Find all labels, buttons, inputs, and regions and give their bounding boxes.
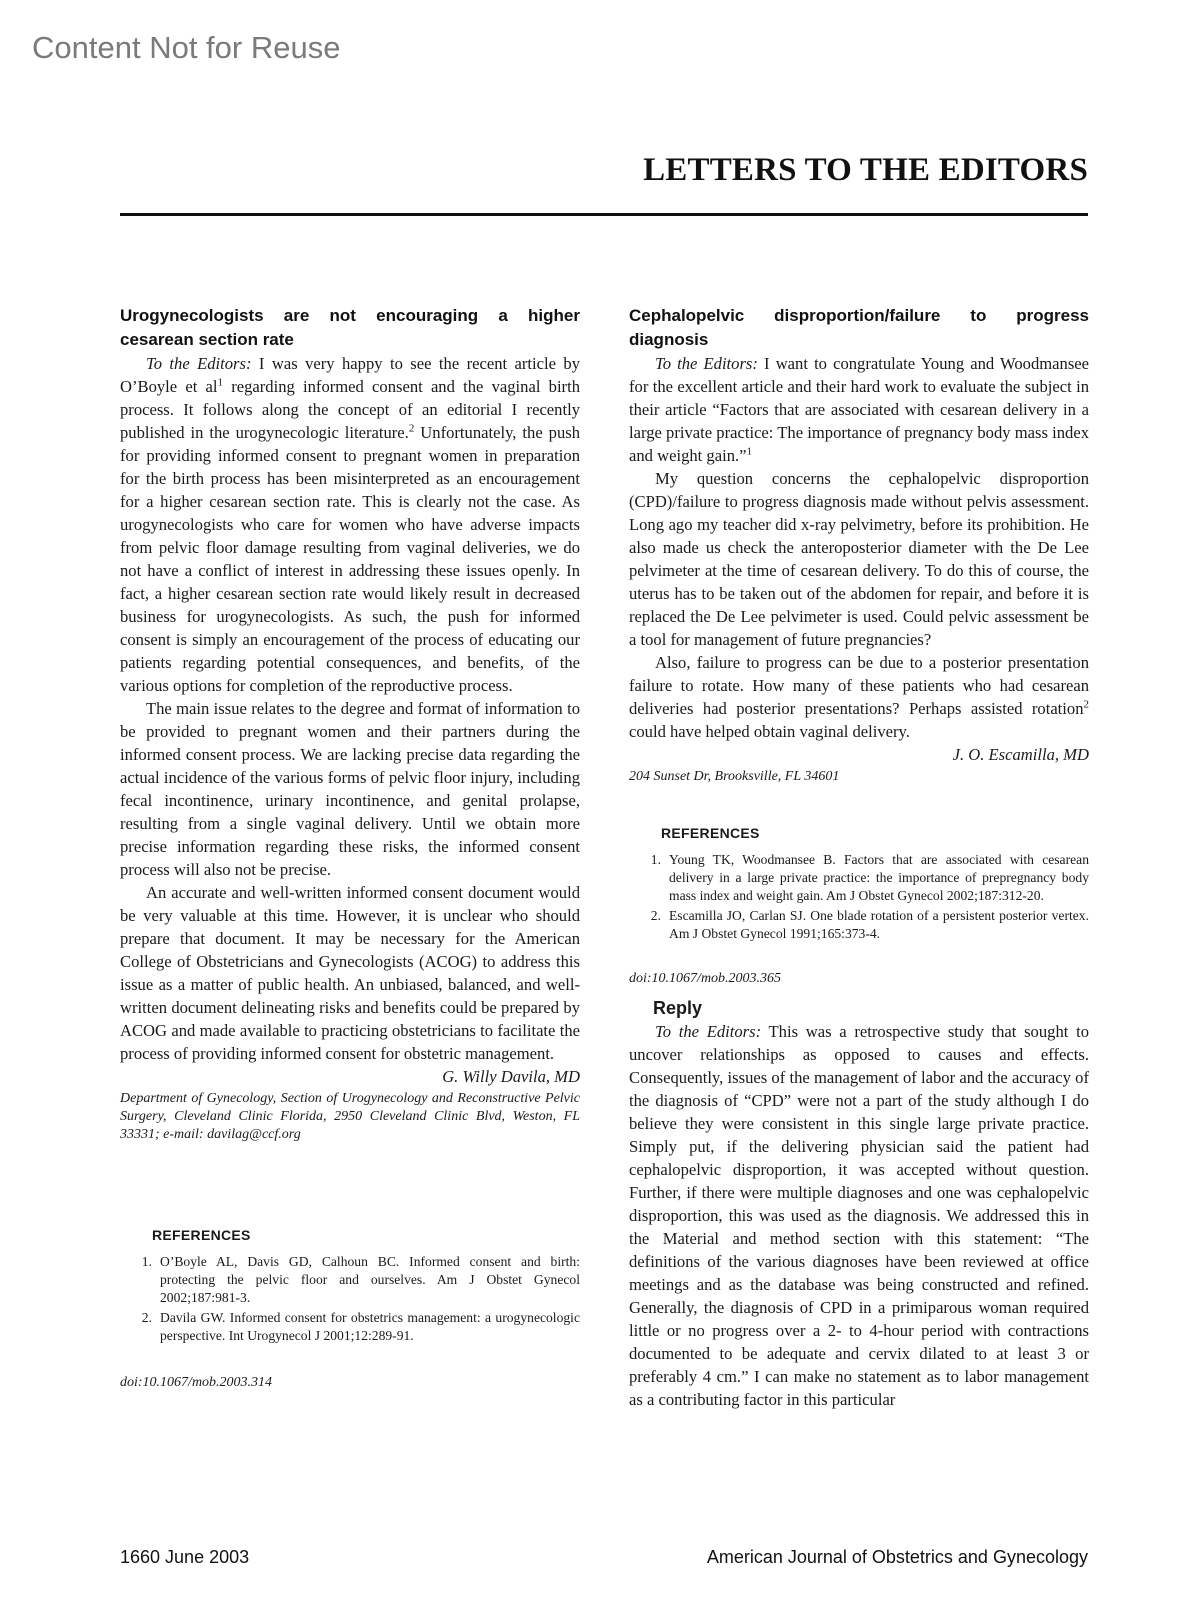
signature: J. O. Escamilla, MD	[952, 745, 1089, 764]
doi: doi:10.1067/mob.2003.314	[120, 1375, 273, 1390]
reply-heading: Reply	[653, 998, 703, 1018]
salutation: To the Editors:	[655, 354, 758, 373]
letter-paragraph: The main issue relates to the degree and format of information to be provided to pregnant women and their partners during the informed consent process. We are lacking precise data regarding the actual incidence of the various forms of pelvic floor injury, including fecal incontinence, urinary incontinence, and genital prolapse, resulting from a single vaginal delivery. Until we obtain more precise information regarding these risks, the informed consent process will also not be precise.	[120, 699, 580, 879]
salutation: To the Editors:	[655, 1022, 762, 1041]
reference-item: 1. Young TK, Woodmansee B. Factors that are associated with cesarean delivery in a large private practice: the importance of prepregnancy body mass index and weight gain. Am J Obstet Gynecol 2002;187:312-20.	[650, 852, 1089, 903]
citation: 1	[746, 445, 753, 458]
reference-list	[629, 851, 1089, 943]
references-title: REFERENCES	[152, 1227, 251, 1243]
header-rule	[120, 213, 1088, 216]
letter-paragraph: To the Editors: I want to congratulate Young and Woodmansee for the excellent article and their hard work to evaluate the subject in their article “Factors that are associated with cesarean delivery in a large private practice: The importance of pregnancy body mass index and weight gain.”$^1$	[629, 354, 1090, 465]
letter-paragraph: To the Editors: I was very happy to see the recent article by O’Boyle et $al^1$ regarding informed consent and the vaginal birth process. It follows along the concept of an editorial I recently published in the urogynecologic literature.$^2$ Unfortunately, the push for providing informed consent to pregnant women in preparation for the birth process has been misinterpreted as an encouragement for a higher cesarean section rate. This is clearly not the case. As urogynecologists who care for women who have adverse impacts from pelvic floor damage resulting from vaginal deliveries, we do not have a conflict of interest in addressing these issues openly. In fact, a higher cesarean section rate would likely result in decreased business for urogynecologists. As such, the push for informed consent is simply an encouragement of the process of educating our patients regarding potential consequences, and benefits, of the various options for completion of the reproductive process.	[120, 354, 581, 695]
page-info: 1660 June 2003	[120, 1547, 250, 1567]
reference-item: 2. Davila GW. Informed consent for obstetrics management: a urogynecologic perspective. Int Urogynecol J 2001;12:289-91.	[141, 1310, 580, 1343]
letter-paragraph: An accurate and well-written informed consent document would be very valuable at this time. However, it is unclear who should prepare that document. It may be necessary for the American College of Obstetricians and Gynecologists (ACOG) to address this issue as a matter of public health. An unbiased, balanced, and well-written document delineating risks and benefits could be prepared by ACOG and made available to practicing obstetricians to facilitate the process of providing informed consent for obstetric management.	[120, 883, 580, 1063]
letter-paragraph: Also, failure to progress can be due to a posterior presentation failure to rotate. How many of these patients who had cesarean deliveries had posterior presentations? Perhaps assisted rotation$^2$ could have helped obtain vaginal delivery.	[629, 653, 1089, 741]
citation: 2	[408, 422, 415, 435]
references-title: REFERENCES	[661, 825, 760, 841]
section-title: LETTERS TO THE EDITORS	[643, 152, 1088, 188]
left-column	[120, 304, 580, 1394]
reference-list	[120, 1253, 580, 1345]
reference-item: 1. O’Boyle AL, Davis GD, Calhoun BC. Informed consent and birth: protecting the pelvic floor and ourselves. Am J Obstet Gynecol 2002;187:981-3.	[141, 1254, 580, 1305]
affiliation: Department of Gynecology, Section of Urogynecology and Reconstructive Pelvic Surgery, Cleveland Clinic Florida, 2950 Cleveland Clinic Blvd, Weston, FL 33331; e-mail: davilag@ccf.org	[120, 1091, 580, 1142]
reference-item: 2. Escamilla JO, Carlan SJ. One blade rotation of a persistent posterior vertex. Am J Obstet Gynecol 1991;165:373-4.	[650, 908, 1089, 941]
watermark: Content Not for Reuse	[32, 30, 341, 65]
journal-name: American Journal of Obstetrics and Gynecology	[706, 1547, 1088, 1567]
salutation: To the Editors:	[146, 354, 252, 373]
letter-paragraph: My question concerns the cephalopelvic disproportion (CPD)/failure to progress diagnosis made without pelvis assessment. Long ago my teacher did x-ray pelvimetry, before its prohibition. He also made us check the anteroposterior diameter with the De Lee pelvimeter at the time of cesarean delivery. To do this of course, the uterus has to be taken out of the abdomen for repair, and before it is replaced the De Lee pelvimeter is used. Could pelvic assessment be a tool for management of future pregnancies?	[629, 469, 1089, 649]
citation: 1	[217, 376, 224, 389]
address: 204 Sunset Dr, Brooksville, FL 34601	[629, 769, 840, 784]
doi: doi:10.1067/mob.2003.365	[629, 971, 782, 986]
letter-heading: Urogynecologists are not encouraging a higher cesarean section rate	[120, 306, 580, 349]
citation: 2	[1083, 698, 1089, 711]
right-column	[629, 304, 1089, 1411]
signature: G. Willy Davila, MD	[442, 1067, 580, 1086]
reply-paragraph: To the Editors: This was a retrospective study that sought to uncover relationships as opposed to causes and effects. Consequently, issues of the management of labor and the accuracy of the diagnosis of “CPD” were not a part of the study although I do believe they were consistent in this single large private practice. Simply put, if the delivering physician said the patient had cephalopelvic disproportion, it was accepted without question. Further, if there were multiple diagnoses and one was cephalopelvic disproportion, this was used as the diagnosis. We addressed this in the Material and method section with this statement: “The definitions of the various diagnoses have been reviewed at office meetings and as the database was being constructed and refined. Generally, the diagnosis of CPD in a primiparous woman required little or no progress over a 2- to 4-hour period with contractions documented to be adequate and cervix dilated to at least 3 or preferably 4 cm.” I can make no statement as to labor management as a contributing factor in this particular	[629, 1022, 1089, 1409]
letter-heading: Cephalopelvic disproportion/failure to progress diagnosis	[629, 306, 1089, 349]
